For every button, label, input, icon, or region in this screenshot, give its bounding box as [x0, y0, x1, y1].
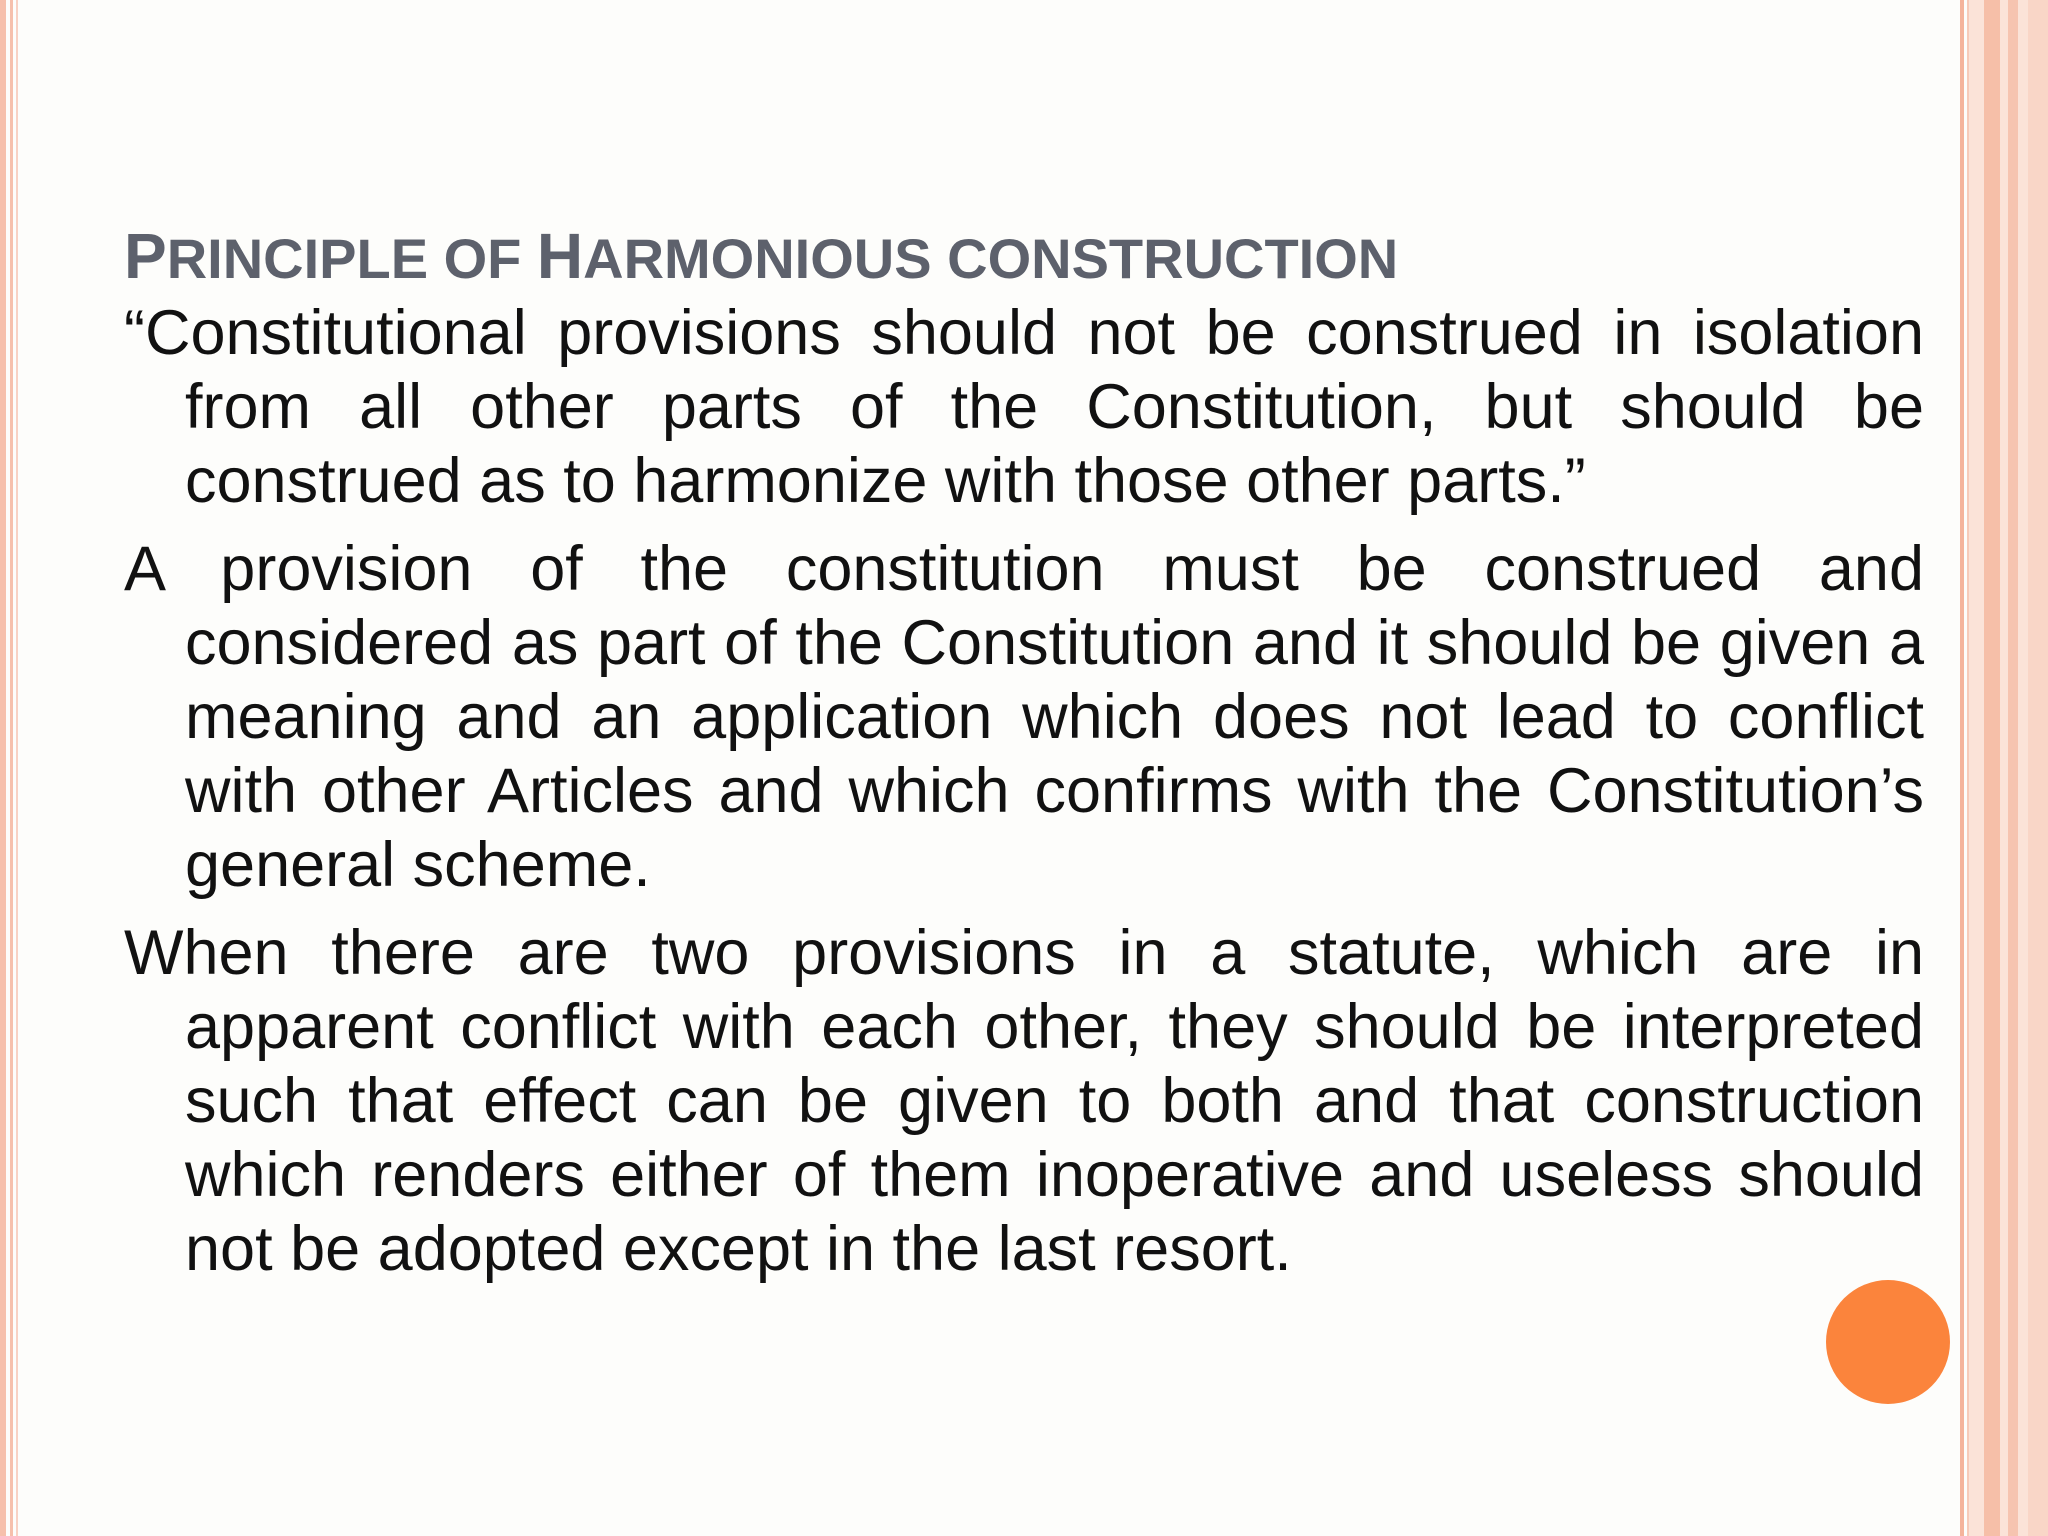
title-initial-cap: H: [536, 220, 584, 292]
title-small-caps: ARMONIOUS CONSTRUCTION: [583, 227, 1399, 290]
left-border-stripe: [10, 0, 13, 1536]
right-border-stripe: [1984, 0, 2000, 1536]
right-border-stripe: [2028, 0, 2048, 1536]
orange-circle-decoration: [1826, 1280, 1950, 1404]
slide-title: [124, 214, 1924, 301]
slide-body: [124, 296, 1924, 1300]
body-paragraph-statute: When there are two provisions in a statute, which are in apparent conflict with each other, they should be interpreted such that effect can be given to both and that construction which renders either of them inoperative and useless should not be adopted except in the last resort.: [124, 918, 1924, 1284]
title-initial-cap: P: [124, 220, 167, 292]
body-paragraph-quote: “Constitutional provisions should not be construed in isolation from all other parts of the Constitution, but should be construed as to harmonize with those other parts.”: [124, 298, 1924, 516]
left-border-stripe: [16, 0, 18, 1536]
left-border-stripe: [0, 0, 6, 1536]
right-border-stripe: [1960, 0, 1964, 1536]
body-paragraph-provision: A provision of the constitution must be construed and considered as part of the Constitution and it should be given a meaning and an application which does not lead to conflict with other Articles and which confirms with the Constitution’s general scheme.: [124, 534, 1924, 900]
right-border-stripe: [2008, 0, 2018, 1536]
right-border-stripe: [1967, 0, 1969, 1536]
title-small-caps: RINCIPLE OF: [166, 227, 537, 290]
